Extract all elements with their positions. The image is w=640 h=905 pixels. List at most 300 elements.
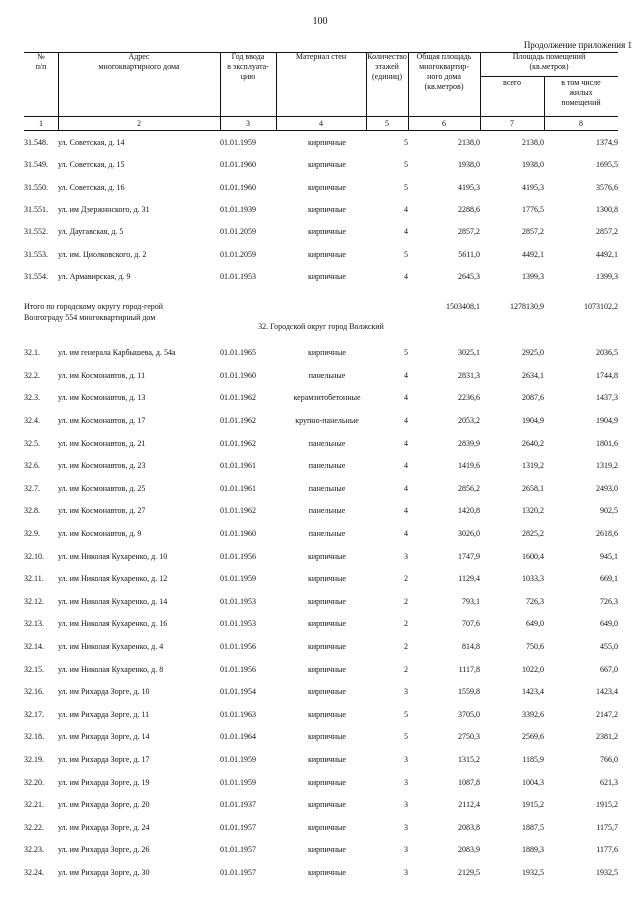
cell-num: 32.24. — [24, 868, 44, 877]
cell-all: 2640,2 — [522, 439, 544, 448]
cell-tot: 2053,2 — [458, 416, 480, 425]
cell-liv: 1904,9 — [596, 416, 618, 425]
total-all: 1278130,9 — [510, 302, 544, 311]
cell-liv: 902,5 — [600, 506, 618, 515]
table-row — [24, 205, 618, 217]
cell-fl: 3 — [404, 755, 408, 764]
cell-mat: кирпичные — [308, 619, 346, 628]
cell-all: 1938,0 — [522, 160, 544, 169]
cell-addr: ул. им Космонавтов, д. 9 — [58, 529, 142, 538]
header-all: всего — [502, 78, 521, 87]
cell-all: 750,6 — [526, 642, 544, 651]
cell-all: 1776,5 — [522, 205, 544, 214]
colnum-2: 2 — [137, 119, 141, 128]
cell-mat: панельные — [308, 371, 346, 380]
cell-fl: 5 — [404, 183, 408, 192]
cell-num: 32.19. — [24, 755, 44, 764]
cell-mat: панельные — [308, 439, 346, 448]
table-row — [24, 393, 618, 405]
colnum-6: 6 — [442, 119, 446, 128]
cell-all: 1423,4 — [522, 687, 544, 696]
cell-addr: ул. им генерала Карбышева, д. 54а — [58, 348, 176, 357]
cell-tot: 2856,2 — [458, 484, 480, 493]
cell-year: 01.01.1962 — [220, 439, 256, 448]
cell-liv: 1932,5 — [596, 868, 618, 877]
cell-addr: ул. им Космонавтов, д. 21 — [58, 439, 146, 448]
cell-mat: панельные — [308, 529, 346, 538]
cell-num: 32.13. — [24, 619, 44, 628]
total-line1: Итого по городскому округу город-герой — [24, 302, 164, 311]
cell-mat: кирпичные — [308, 845, 346, 854]
cell-fl: 2 — [404, 597, 408, 606]
cell-liv: 1801,6 — [596, 439, 618, 448]
cell-tot: 1315,2 — [458, 755, 480, 764]
cell-all: 1185,9 — [522, 755, 544, 764]
cell-num: 32.15. — [24, 665, 44, 674]
cell-num: 32.2. — [24, 371, 40, 380]
cell-year: 01.01.1937 — [220, 800, 256, 809]
cell-year: 01.01.1956 — [220, 642, 256, 651]
cell-mat: кирпичные — [308, 642, 346, 651]
cell-year: 01.01.1953 — [220, 272, 256, 281]
table-row — [24, 710, 618, 722]
cell-mat: крупно-панельные — [295, 416, 359, 425]
table-row — [24, 574, 618, 586]
cell-addr: ул. им Космонавтов, д. 11 — [58, 371, 146, 380]
cell-addr: ул. Советская, д. 16 — [58, 183, 125, 192]
cell-fl: 4 — [404, 227, 408, 236]
cell-mat: кирпичные — [308, 755, 346, 764]
cell-liv: 2493,0 — [596, 484, 618, 493]
cell-liv: 1399,3 — [596, 272, 618, 281]
table-row — [24, 642, 618, 654]
cell-tot: 2645,3 — [458, 272, 480, 281]
cell-liv: 945,1 — [600, 552, 618, 561]
cell-year: 01.01.1961 — [220, 484, 256, 493]
cell-fl: 4 — [404, 416, 408, 425]
cell-liv: 1175,7 — [596, 823, 618, 832]
column-numbers — [24, 118, 618, 130]
table-row — [24, 552, 618, 564]
cell-year: 01.01.1956 — [220, 665, 256, 674]
cell-tot: 793,1 — [462, 597, 480, 606]
cell-addr: ул. им Николая Кухаренко, д. 10 — [58, 552, 168, 561]
cell-addr: ул. им Космонавтов, д. 25 — [58, 484, 146, 493]
cell-addr: ул. им Николая Кухаренко, д. 12 — [58, 574, 168, 583]
cell-num: 32.23. — [24, 845, 44, 854]
cell-fl: 4 — [404, 205, 408, 214]
cell-tot: 2129,5 — [458, 868, 480, 877]
cell-num: 32.4. — [24, 416, 40, 425]
table-row — [24, 732, 618, 744]
table-row — [24, 250, 618, 262]
table-row — [24, 461, 618, 473]
cell-mat: кирпичные — [308, 160, 346, 169]
header-num: № п/п — [35, 52, 47, 71]
cell-mat: кирпичные — [308, 687, 346, 696]
continuation-note: Продолжение приложения 1 — [523, 40, 632, 50]
cell-year: 01.01.2059 — [220, 227, 256, 236]
cell-mat: панельные — [308, 461, 346, 470]
cell-mat: кирпичные — [308, 348, 346, 357]
cell-mat: кирпичные — [308, 205, 346, 214]
cell-num: 32.14. — [24, 642, 44, 651]
cell-num: 31.552. — [24, 227, 48, 236]
cell-tot: 2112,4 — [458, 800, 480, 809]
cell-mat: кирпичные — [308, 710, 346, 719]
cell-addr: ул. им Николая Кухаренко, д. 16 — [58, 619, 168, 628]
cell-year: 01.01.1939 — [220, 205, 256, 214]
cell-addr: ул. им Рихарда Зорге, д. 10 — [58, 687, 150, 696]
cell-year: 01.01.1959 — [220, 778, 256, 787]
cell-mat: панельные — [308, 506, 346, 515]
table-row — [24, 272, 618, 284]
cell-mat: кирпичные — [308, 778, 346, 787]
cell-fl: 3 — [404, 778, 408, 787]
table-row — [24, 484, 618, 496]
cell-liv: 667,0 — [600, 665, 618, 674]
cell-fl: 3 — [404, 552, 408, 561]
cell-all: 1904,9 — [522, 416, 544, 425]
cell-all: 2569,6 — [522, 732, 544, 741]
cell-mat: панельные — [308, 484, 346, 493]
cell-liv: 3576,6 — [596, 183, 618, 192]
table-row — [24, 778, 618, 790]
cell-all: 1004,3 — [522, 778, 544, 787]
cell-fl: 4 — [404, 371, 408, 380]
cell-fl: 2 — [404, 642, 408, 651]
header-total-area: Общая площадь многоквартир- ного дома (кв.метров) — [416, 52, 472, 91]
cell-fl: 4 — [404, 506, 408, 515]
cell-num: 31.549. — [24, 160, 48, 169]
cell-addr: ул. им Рихарда Зорге, д. 24 — [58, 823, 150, 832]
cell-liv: 4492,1 — [596, 250, 618, 259]
cell-year: 01.01.1965 — [220, 348, 256, 357]
cell-tot: 707,6 — [462, 619, 480, 628]
cell-fl: 3 — [404, 687, 408, 696]
cell-all: 2825,2 — [522, 529, 544, 538]
table-row — [24, 227, 618, 239]
cell-mat: кирпичные — [308, 250, 346, 259]
cell-num: 32.21. — [24, 800, 44, 809]
cell-num: 32.16. — [24, 687, 44, 696]
cell-year: 01.01.1960 — [220, 371, 256, 380]
cell-mat: кирпичные — [308, 227, 346, 236]
cell-liv: 1437,3 — [596, 393, 618, 402]
cell-fl: 4 — [404, 272, 408, 281]
cell-num: 31.554. — [24, 272, 48, 281]
cell-year: 01.01.1954 — [220, 687, 256, 696]
cell-year: 01.01.2059 — [220, 250, 256, 259]
colnum-3: 3 — [246, 119, 250, 128]
cell-all: 1600,4 — [522, 552, 544, 561]
cell-year: 01.01.1953 — [220, 597, 256, 606]
cell-addr: ул. им Космонавтов, д. 17 — [58, 416, 146, 425]
cell-all: 1319,2 — [522, 461, 544, 470]
cell-mat: кирпичные — [308, 574, 346, 583]
cell-addr: ул. им Николая Кухаренко, д. 4 — [58, 642, 164, 651]
cell-liv: 726,3 — [600, 597, 618, 606]
cell-all: 649,0 — [526, 619, 544, 628]
cell-mat: кирпичные — [308, 665, 346, 674]
header-premises-area: Площадь помещений (кв.метров) — [512, 52, 586, 71]
cell-num: 32.11. — [24, 574, 44, 583]
cell-liv: 1319,2 — [596, 461, 618, 470]
cell-addr: ул. им Рихарда Зорге, д. 19 — [58, 778, 150, 787]
colnum-7: 7 — [510, 119, 514, 128]
cell-all: 1399,3 — [522, 272, 544, 281]
cell-num: 32.5. — [24, 439, 40, 448]
cell-mat: кирпичные — [308, 800, 346, 809]
table-row — [24, 138, 618, 150]
cell-mat: кирпичные — [308, 597, 346, 606]
cell-year: 01.01.1960 — [220, 160, 256, 169]
header-floors: Количество этажей (единиц) — [367, 52, 407, 81]
cell-all: 1889,3 — [522, 845, 544, 854]
cell-addr: ул. им Рихарда Зорге, д. 14 — [58, 732, 150, 741]
total-tot: 1503408,1 — [446, 302, 480, 311]
cell-num: 32.6. — [24, 461, 40, 470]
cell-num: 32.9. — [24, 529, 40, 538]
table-row — [24, 160, 618, 172]
colnum-4: 4 — [319, 119, 323, 128]
cell-num: 32.3. — [24, 393, 40, 402]
cell-year: 01.01.1961 — [220, 461, 256, 470]
cell-year: 01.01.1957 — [220, 845, 256, 854]
table-row — [24, 439, 618, 451]
cell-fl: 4 — [404, 484, 408, 493]
cell-all: 1915,2 — [522, 800, 544, 809]
cell-mat: кирпичные — [308, 272, 346, 281]
cell-fl: 5 — [404, 710, 408, 719]
cell-liv: 455,0 — [600, 642, 618, 651]
cell-year: 01.01.1962 — [220, 416, 256, 425]
cell-tot: 1420,8 — [458, 506, 480, 515]
colnum-8: 8 — [579, 119, 583, 128]
cell-fl: 3 — [404, 800, 408, 809]
cell-all: 2857,2 — [522, 227, 544, 236]
table-row — [24, 868, 618, 880]
cell-liv: 2147,2 — [596, 710, 618, 719]
cell-liv: 2857,2 — [596, 227, 618, 236]
cell-num: 31.553. — [24, 250, 48, 259]
cell-liv: 766,0 — [600, 755, 618, 764]
cell-fl: 4 — [404, 393, 408, 402]
cell-all: 2925,0 — [522, 348, 544, 357]
cell-liv: 621,3 — [600, 778, 618, 787]
cell-num: 32.17. — [24, 710, 44, 719]
table-row — [24, 755, 618, 767]
cell-num: 32.8. — [24, 506, 40, 515]
cell-fl: 2 — [404, 574, 408, 583]
table-row — [24, 416, 618, 428]
cell-tot: 3705,0 — [458, 710, 480, 719]
cell-year: 01.01.1953 — [220, 619, 256, 628]
cell-mat: кирпичные — [308, 183, 346, 192]
cell-tot: 2236,6 — [458, 393, 480, 402]
total-liv: 1073102,2 — [584, 302, 618, 311]
cell-addr: ул. им Рихарда Зорге, д. 20 — [58, 800, 150, 809]
table-row — [24, 183, 618, 195]
cell-num: 31.550. — [24, 183, 48, 192]
cell-num: 32.18. — [24, 732, 44, 741]
header-mid-rule — [24, 116, 618, 117]
header-living: в том числе жилых помещений — [561, 78, 601, 107]
table-row — [24, 665, 618, 677]
cell-liv: 1300,8 — [596, 205, 618, 214]
cell-addr: ул. им Рихарда Зорге, д. 30 — [58, 868, 150, 877]
cell-mat: кирпичные — [308, 868, 346, 877]
colnum-1: 1 — [39, 119, 43, 128]
cell-mat: кирпичные — [308, 823, 346, 832]
cell-year: 01.01.1960 — [220, 529, 256, 538]
cell-liv: 649,0 — [600, 619, 618, 628]
cell-year: 01.01.1957 — [220, 868, 256, 877]
table-row — [24, 529, 618, 541]
page-number: 100 — [312, 16, 328, 27]
cell-num: 32.7. — [24, 484, 40, 493]
cell-num: 32.22. — [24, 823, 44, 832]
cell-all: 2138,0 — [522, 138, 544, 147]
header-year: Год ввода в эксплуата- цию — [227, 52, 269, 81]
cell-tot: 1419,6 — [458, 461, 480, 470]
cell-tot: 2083,8 — [458, 823, 480, 832]
cell-year: 01.01.1959 — [220, 574, 256, 583]
cell-tot: 2831,3 — [458, 371, 480, 380]
cell-all: 3392,6 — [522, 710, 544, 719]
cell-liv: 2618,6 — [596, 529, 618, 538]
cell-all: 1932,5 — [522, 868, 544, 877]
cell-fl: 5 — [404, 250, 408, 259]
cell-tot: 814,8 — [462, 642, 480, 651]
cell-addr: ул. им Рихарда Зорге, д. 26 — [58, 845, 150, 854]
cell-fl: 5 — [404, 160, 408, 169]
cell-addr: ул. им Рихарда Зорге, д. 17 — [58, 755, 150, 764]
cell-num: 32.1. — [24, 348, 40, 357]
table-row — [24, 687, 618, 699]
cell-all: 1887,5 — [522, 823, 544, 832]
cell-tot: 5611,0 — [458, 250, 480, 259]
cell-mat: кирпичные — [308, 732, 346, 741]
table-row — [24, 845, 618, 857]
cell-tot: 3026,0 — [458, 529, 480, 538]
cell-all: 1022,0 — [522, 665, 544, 674]
cell-fl: 5 — [404, 138, 408, 147]
cell-num: 32.20. — [24, 778, 44, 787]
cell-fl: 2 — [404, 619, 408, 628]
cell-fl: 3 — [404, 868, 408, 877]
cell-liv: 1915,2 — [596, 800, 618, 809]
cell-addr: ул. им Космонавтов, д. 23 — [58, 461, 146, 470]
cell-tot: 3025,1 — [458, 348, 480, 357]
cell-num: 32.10. — [24, 552, 44, 561]
table-row — [24, 371, 618, 383]
cell-all: 1320,2 — [522, 506, 544, 515]
header-material: Материал стен — [295, 52, 347, 61]
cell-num: 31.548. — [24, 138, 48, 147]
table-row — [24, 506, 618, 518]
cell-fl: 4 — [404, 461, 408, 470]
cell-tot: 1117,8 — [458, 665, 480, 674]
cell-tot: 2083,9 — [458, 845, 480, 854]
cell-mat: кирпичные — [308, 552, 346, 561]
cell-tot: 1938,0 — [458, 160, 480, 169]
cell-addr: ул. им Николая Кухаренко, д. 14 — [58, 597, 168, 606]
cell-liv: 2036,5 — [596, 348, 618, 357]
cell-fl: 5 — [404, 348, 408, 357]
table-row — [24, 823, 618, 835]
cell-liv: 1744,8 — [596, 371, 618, 380]
cell-num: 32.12. — [24, 597, 44, 606]
cell-fl: 4 — [404, 529, 408, 538]
cell-liv: 1177,6 — [596, 845, 618, 854]
cell-year: 01.01.1959 — [220, 138, 256, 147]
cell-liv: 1423,4 — [596, 687, 618, 696]
cell-addr: ул. Армавирская, д. 9 — [58, 272, 131, 281]
header-bottom-rule — [24, 130, 618, 131]
cell-all: 726,3 — [526, 597, 544, 606]
cell-addr: ул. им. Циолковского, д. 2 — [58, 250, 147, 259]
cell-num: 31.551. — [24, 205, 48, 214]
cell-fl: 3 — [404, 845, 408, 854]
cell-liv: 1374,9 — [596, 138, 618, 147]
cell-all: 4195,3 — [522, 183, 544, 192]
cell-addr: ул. им Рихарда Зорге, д. 11 — [58, 710, 150, 719]
cell-year: 01.01.1959 — [220, 755, 256, 764]
cell-fl: 4 — [404, 439, 408, 448]
cell-year: 01.01.1962 — [220, 506, 256, 515]
cell-fl: 5 — [404, 732, 408, 741]
cell-all: 2658,1 — [522, 484, 544, 493]
cell-liv: 1695,5 — [596, 160, 618, 169]
cell-year: 01.01.1963 — [220, 710, 256, 719]
header-address: Адрес многоквартирного дома — [98, 52, 180, 71]
cell-addr: ул. им Дзержинского, д. 31 — [58, 205, 150, 214]
cell-mat: керамзитобетонные — [293, 393, 361, 402]
cell-tot: 1559,8 — [458, 687, 480, 696]
cell-addr: ул. им Космонавтов, д. 13 — [58, 393, 146, 402]
cell-addr: ул. Советская, д. 15 — [58, 160, 125, 169]
cell-year: 01.01.1962 — [220, 393, 256, 402]
cell-all: 4492,1 — [522, 250, 544, 259]
cell-fl: 3 — [404, 823, 408, 832]
cell-all: 1033,3 — [522, 574, 544, 583]
cell-addr: ул. Даугавская, д. 5 — [58, 227, 124, 236]
total-line2: Волгограду 554 многоквартирный дом — [24, 313, 156, 322]
cell-tot: 2839,9 — [458, 439, 480, 448]
cell-tot: 2750,3 — [458, 732, 480, 741]
cell-all: 2634,1 — [522, 371, 544, 380]
table-row — [24, 597, 618, 609]
cell-year: 01.01.1956 — [220, 552, 256, 561]
cell-liv: 669,1 — [600, 574, 618, 583]
section-title: 32. Городской округ город Волжский — [258, 322, 384, 331]
cell-year: 01.01.1964 — [220, 732, 256, 741]
cell-fl: 2 — [404, 665, 408, 674]
cell-all: 2087,6 — [522, 393, 544, 402]
cell-tot: 2288,6 — [458, 205, 480, 214]
cell-tot: 1747,9 — [458, 552, 480, 561]
table-row — [24, 800, 618, 812]
cell-mat: кирпичные — [308, 138, 346, 147]
cell-tot: 1129,4 — [458, 574, 480, 583]
cell-tot: 2857,2 — [458, 227, 480, 236]
colnum-5: 5 — [385, 119, 389, 128]
cell-tot: 2138,0 — [458, 138, 480, 147]
cell-addr: ул. Советская, д. 14 — [58, 138, 125, 147]
table-row — [24, 619, 618, 631]
cell-addr: ул. им Космонавтов, д. 27 — [58, 506, 146, 515]
